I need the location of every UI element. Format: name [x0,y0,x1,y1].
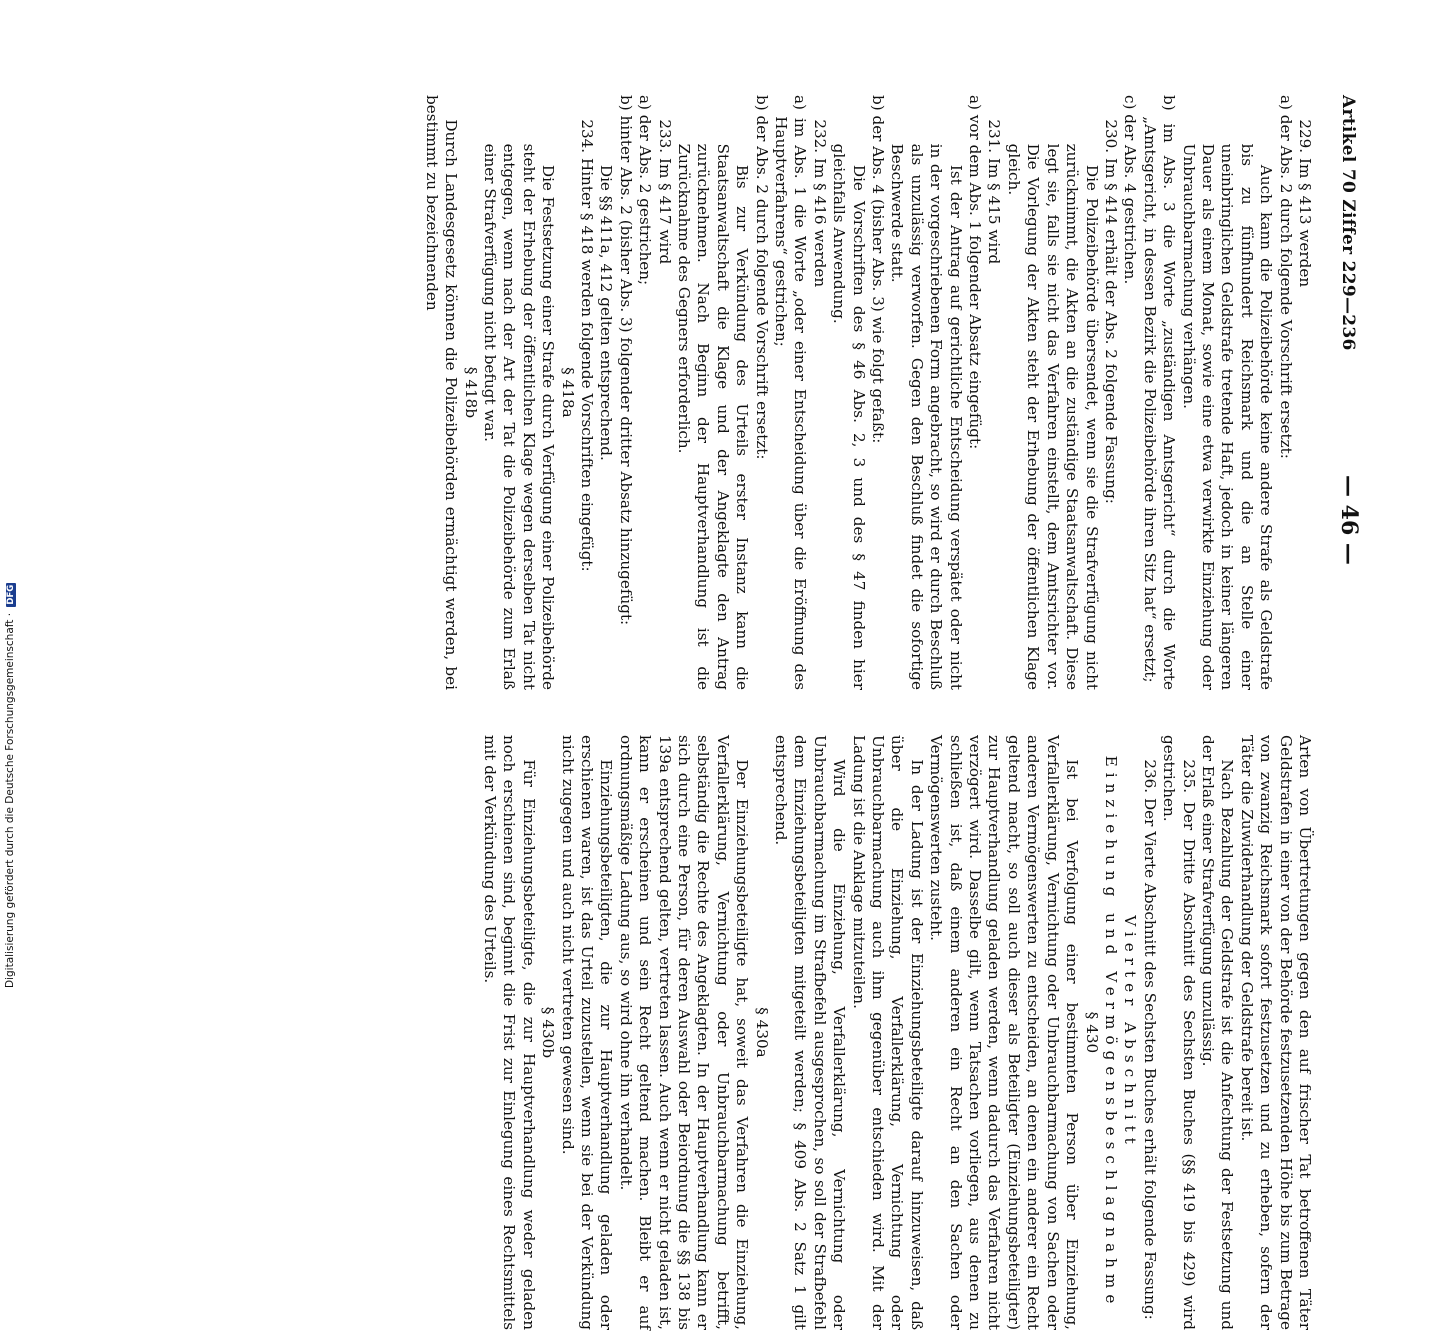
page-header [1322,95,1362,1335]
dfg-logo: DFG [6,584,16,605]
quoted-provision-text: Die Vorschriften des § 46 Abs. 2, 3 und des § 47 finden hier gleichfalls Anwendung. [830,143,868,690]
paragraph: 236. Der Vierte Abschnitt des Sechsten Buches erhält folgende Fassung: [1140,759,1159,1320]
paragraph: 230. Im § 414 erhält der Abs. 2 folgende Fassung: [1101,119,1120,504]
paragraph: 235. Der Dritte Abschnitt des Sechsten Buches (§§ 419 bis 429) wird gestrichen. [1160,735,1198,1330]
article-reference: Artikel 70 Ziffer 229—236 [1338,95,1358,351]
quoted-provision [887,95,965,690]
paragraph: a) der Abs. 2 durch folgende Vorschrift ersetzt: [1276,95,1295,459]
quoted-provision [1178,95,1275,690]
paragraph: Für Einziehungsbeteiligte, die zur Hauptverhandlung weder geladen noch erschienen sind, beginnt die Frist zur Einlegung eines Rechtsmittels mit der Verkündung des Urteils. [480,735,538,1330]
paragraph: b) im Abs. 3 die Worte „zuständigen Amtsgericht“ durch die Worte „Amtsgericht, in dessen Bezirk die Polizeibehörde ihren Sitz hat“ ersetzt; [1140,95,1179,690]
paragraph: b) der Abs. 4 (bisher Abs. 3) wie folgt gefaßt: [869,95,888,444]
paragraph: Nach Bezahlung der Geldstrafe ist die Anfechtung der Festsetzung und der Erlaß einer Strafverfügung unzulässig. [1198,735,1237,1330]
paragraph: In der Ladung ist der Einziehungsbeteiligte darauf hinzuweisen, daß über die Einziehung, Verfallerklärung, Vernichtung oder Unbrauchbarmachung auch ihm gegenüber entschieden wird. Mit der Ladung ist die Anklage mitzuteilen. [849,735,926,1330]
quoted-provision [480,95,558,690]
credit-text: Digitalisierung gefördert durch die Deutsche Forschungsgemeinschaft [4,619,16,988]
paragraph: b) hinter Abs. 2 (bisher Abs. 3) folgender dritter Absatz hinzugefügt: [616,95,635,626]
paragraph: a) im Abs. 1 die Worte „oder einer Entscheidung über die Eröffnung des Hauptverfahrens“ gestrichen; [772,95,810,690]
quoted-provision-text: Die §§ 411a, 412 gelten entsprechend. [597,164,616,461]
right-text-column [480,735,1314,1330]
paragraph: Ist bei Verfolgung einer bestimmten Person über Einziehung, Verfallerklärung, Vernichtung oder Unbrauchbarmachung von Sachen oder anderen Vermögenswerten zu entscheiden, an denen ein anderer ein Recht geltend macht, so soll auch dieser als Beteiligter (Einziehungsbeteiligter) zur Hauptverhandlung geladen werden, wenn dadurch das Verfahren nicht verzögert wird. Dasselbe gilt, wenn Tatsachen vorliegen, aus denen zu schließen ist, daß einem anderen ein Recht an den Sachen oder Vermögenswerten zusteht. [927,735,1082,1330]
rotated-document-page [112,95,1362,1330]
paragraph: Wird die Einziehung, Verfallerklärung, Vernichtung oder Unbrauchbarmachung im Strafbefehl ausgesprochen, so soll der Strafbefehl dem Einziehungsbeteiligten mitgeteilt werden; § 409 Abs. 2 Satz 1 gilt entsprechend. [772,735,849,1330]
paragraph: 233. Im § 417 wird [655,119,674,265]
digitization-credit: Digitalisierung gefördert durch die Deutsche Forschungsgemeinschaft · DFG [4,584,16,988]
page-number: — 46 — [1336,475,1362,565]
paragraph: a) vor dem Abs. 1 folgender Absatz eingefügt: [966,95,985,450]
section-heading: § 418a [558,367,577,418]
quoted-provision [674,95,752,690]
section-heading: § 430b [539,1006,558,1059]
quoted-provision-text: Ist der Antrag auf gerichtliche Entscheidung verspätet oder nicht in der vorgeschriebenen Form angebracht, so wird er durch Beschluß als unzulässig verworfen. Gegen den Beschluß findet die sofortige Beschwerde statt. [888,143,965,690]
quoted-provision [1004,95,1101,690]
paragraph: Der Einziehungsbeteiligte hat, soweit das Verfahren die Einziehung, Verfallerklärung, Vernichtung oder Unbrauchbarmachung betrifft, selbständig die Rechte des Angeklagten. In der Hauptverhandlung kann er sich durch eine Person, für deren Auswahl oder Beiordnung die §§ 138 bis 139a entsprechend gelten, vertreten lassen. Auch wenn er nicht geladen ist, kann er erscheinen und sein Recht geltend machen. Bleibt er auf ordnungsmäßige Ladung aus, so wird ohne ihn verhandelt. [616,735,752,1330]
quoted-provision-text: Die Polizeibehörde übersendet, wenn sie die Strafverfügung nicht zurücknimmt, die Akten an die zuständige Staatsanwaltschaft. Diese legt sie, falls sie nicht das Verfahren einstellt, dem Amtsrichter vor. Die Vorlegung der Akten steht der Erhebung der öffentlichen Klage gleich. [1004,143,1101,690]
quoted-provision-text: Die Festsetzung einer Strafe durch Verfügung einer Polizeibehörde steht der Erhebung der öffentlichen Klage wegen derselben Tat nicht entgegen, wenn nach der Art der Tat die Polizeibehörde zum Erlaß einer Strafverfügung nicht befugt war. [480,143,558,690]
paragraph: 234. Hinter § 418 werden folgende Vorschriften eingefügt: [577,119,596,572]
quoted-provision-text: Bis zur Verkündung des Urteils erster Instanz kann die Staatsanwaltschaft die Klage und der Angeklagte den Antrag zurücknehmen. Nach Beginn der Hauptverhandlung ist die Zurücknahme des Gegners erforderlich. [675,143,752,690]
section-heading: Einziehung und Vermögensbeschlagnahme [1101,755,1120,1310]
paragraph: a) der Abs. 2 gestrichen; [636,95,655,286]
paragraph: 232. Im § 416 werden [810,119,829,288]
paragraph: Durch Landesgesetz können die Polizeibehörden ermächtigt werden, bei bestimmt zu bezeichnenden [422,95,461,690]
paragraph: b) der Abs. 2 durch folgende Vorschrift ersetzt: [752,95,771,460]
paragraph: Arten von Übertretungen gegen den auf frischer Tat betroffenen Täter Geldstrafen in einer von der Behörde festzusetzenden Höhe bis zum Betrage von zwanzig Reichsmark sofort festzusetzen und zu erheben, sofern der Täter die Zuwiderhandlung der Geldstrafe bereit ist. [1237,735,1314,1330]
paragraph: 229. Im § 413 werden [1296,119,1314,288]
quoted-provision-text: Auch kann die Polizeibehörde keine andere Strafe als Geldstrafe bis zu fünfhundert Reichsmark und die an Stelle einer uneinbringlichen Geldstrafe tretende Haft, jedoch in keiner längeren Dauer als einem Monat, sowie eine etwa verwirkte Einziehung oder Unbrauchbarmachung verhängen. [1179,143,1276,690]
left-text-column [421,95,1314,690]
section-heading: § 430 [1082,1011,1101,1054]
section-heading: Vierter Abschnitt [1121,915,1140,1150]
paragraph: 231. Im § 415 wird [985,119,1004,265]
quoted-provision [829,95,868,690]
paragraph: c) der Abs. 4 gestrichen. [1121,95,1140,285]
section-heading: § 418b [461,366,480,419]
section-heading: § 430a [752,1007,771,1058]
paragraph: Einziehungsbeteiligten, die zur Hauptverhandlung geladen oder erschienen waren, ist das Urteil zuzustellen, wenn sie bei der Verkündung nicht zugegen und auch nicht vertreten gewesen sind. [558,735,616,1330]
quoted-provision [596,95,615,690]
